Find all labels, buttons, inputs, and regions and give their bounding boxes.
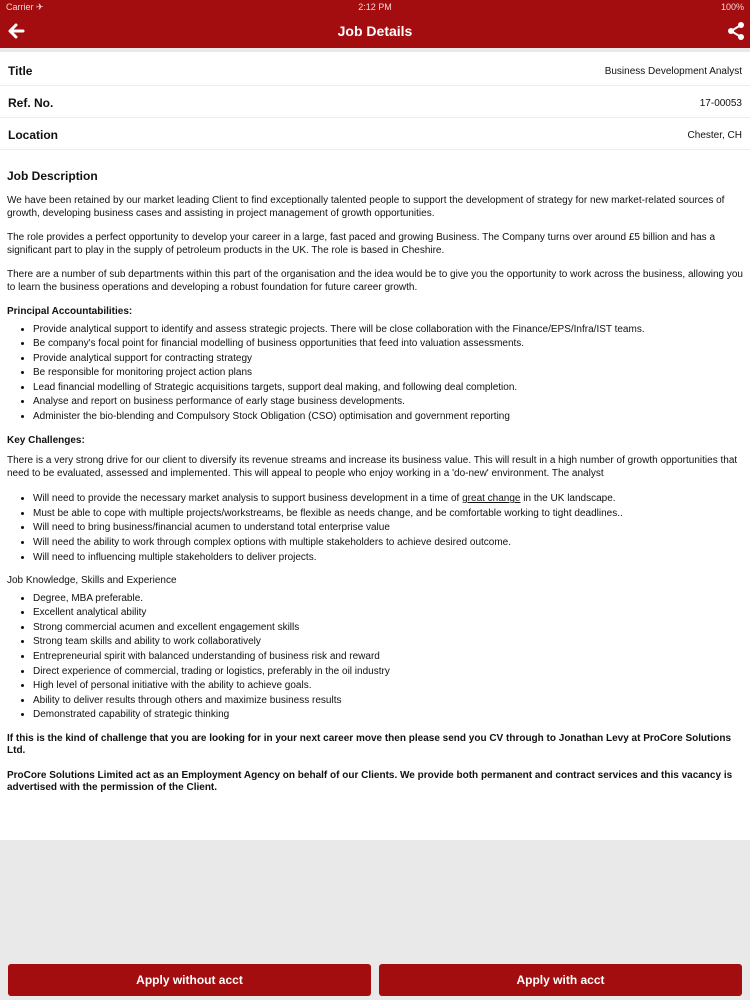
field-value: Business Development Analyst xyxy=(604,66,742,77)
field-label: Ref. No. xyxy=(8,96,54,110)
battery-label: 100% xyxy=(720,2,744,12)
status-time: 2:12 PM xyxy=(358,2,392,12)
field-row-title xyxy=(0,54,750,86)
list-item: • Provide analytical support to identify and assess strategic projects. There will be close collaboration with the Finance/EPS/Infra/IST teams. xyxy=(33,323,743,338)
field-value: Chester, CH xyxy=(687,130,742,141)
field-label: Title xyxy=(8,64,33,78)
list-item: • Entrepreneurial spirit with balanced understanding of business risk and reward xyxy=(33,650,743,665)
share-icon[interactable] xyxy=(726,21,746,41)
job-description xyxy=(7,169,743,807)
list-item: • Excellent analytical ability xyxy=(33,606,743,621)
list-item: • Strong team skills and ability to work collaboratively xyxy=(33,635,743,650)
list-item: • High level of personal initiative with the ability to achieve goals. xyxy=(33,679,743,694)
list-item: • Will need the ability to work through complex options with multiple stakeholders to achieve desired outcome. xyxy=(33,536,743,551)
list-item: • Will need to bring business/financial acumen to understand total enterprise value xyxy=(33,521,743,536)
list-item: • Ability to deliver results through others and maximize business results xyxy=(33,694,743,709)
great-change-link[interactable]: great change xyxy=(462,493,521,505)
list-item: • Analyse and report on business performance of early stage business developments. xyxy=(33,395,743,410)
page-title: Job Details xyxy=(337,23,413,39)
list-item-text: in the UK landscape. xyxy=(520,493,616,505)
list-item: • Direct experience of commercial, trading or logistics, preferably in the oil industry xyxy=(33,665,743,680)
field-label: Location xyxy=(8,128,58,142)
skills-heading: Job Knowledge, Skills and Experience xyxy=(7,575,177,587)
field-row-location xyxy=(0,118,750,150)
list-item-text: Will need to provide the necessary market analysis to support business development in a time of xyxy=(33,493,463,505)
challenges-list xyxy=(7,492,743,565)
list-item xyxy=(33,492,743,507)
nav-bar xyxy=(0,14,750,48)
list-item: • Administer the bio-blending and Compulsory Stock Obligation (CSO) optimisation and government reporting xyxy=(33,410,743,425)
list-item: • Be responsible for monitoring project action plans xyxy=(33,366,743,381)
status-bar xyxy=(0,0,750,14)
apply-with-account-button[interactable]: Apply with acct xyxy=(379,964,742,996)
description-paragraph: There are a number of sub departments within this part of the organisation and the idea would be to give you the opportunity to work across the business, allowing you to learn the business operations and developing a robust foundation for future career growth. xyxy=(7,269,743,293)
apply-without-account-button[interactable]: Apply without acct xyxy=(8,964,371,996)
field-row-ref-no xyxy=(0,86,750,118)
list-item: • Strong commercial acumen and excellent engagement skills xyxy=(33,621,743,636)
list-item: • Provide analytical support for contracting strategy xyxy=(33,352,743,367)
accountabilities-heading: Principal Accountabilities: xyxy=(7,306,133,317)
list-item: • Degree, MBA preferable. xyxy=(33,592,743,607)
challenges-heading: Key Challenges: xyxy=(7,434,85,446)
field-value: 17-00053 xyxy=(699,98,742,109)
description-paragraph: We have been retained by our market leading Client to find exceptionally talented people to support the development of strategy for new market-related sources of growth, developing business cases and assisting in project management of growth opportunities. xyxy=(7,195,725,219)
closing-paragraph: If this is the kind of challenge that you are looking for in your next career move then please send you CV through to Jonathan Levy at ProCore Solutions Ltd. xyxy=(7,732,732,757)
challenges-paragraph: There is a very strong drive for our client to diversify its revenue streams and increase its business value. This will result in a high number of growth opportunities that need to be evaluated, assessed and implemented. This will appeal to people who enjoy working in a 'do-new' environment. The analyst xyxy=(7,455,738,479)
list-item: • Must be able to cope with multiple projects/workstreams, be flexible as needs change, and be comfortable working to tight deadlines.. xyxy=(33,507,743,522)
skills-list xyxy=(7,592,743,723)
description-paragraph: The role provides a perfect opportunity to develop your career in a large, fast paced and growing Business. The Company turns over around £5 billion and has a significant part to play in the supply of petroleum products in the UK. The role is based in Cheshire. xyxy=(7,232,716,256)
accountabilities-list xyxy=(7,323,743,425)
description-heading: Job Description xyxy=(7,169,98,183)
list-item: • Be company's focal point for financial modelling of business opportunities that feed into valuation assessments. xyxy=(33,337,743,352)
list-item: • Will need to influencing multiple stakeholders to deliver projects. xyxy=(33,551,743,566)
list-item: • Lead financial modelling of Strategic acquisitions targets, support deal making, and following deal completion. xyxy=(33,381,743,396)
carrier-label: Carrier ✈ xyxy=(6,2,44,12)
list-item: • Demonstrated capability of strategic thinking xyxy=(33,708,743,723)
closing-paragraph: ProCore Solutions Limited act as an Employment Agency on behalf of our Clients. We provide both permanent and contract services and this vacancy is advertised with the permission of the Client. xyxy=(7,769,733,794)
job-details-panel xyxy=(0,52,750,840)
